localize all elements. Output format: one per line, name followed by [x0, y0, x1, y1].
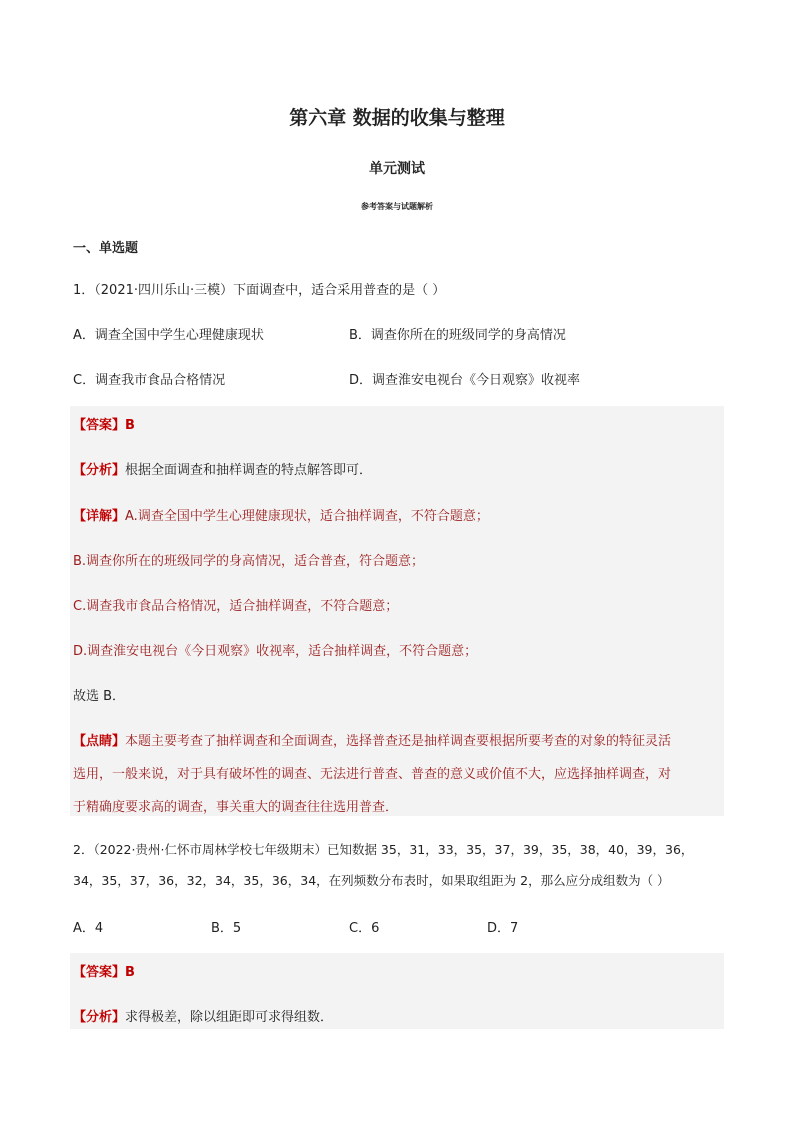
- analysis-text: 求得极差，除以组距即可求得组数．: [125, 1010, 334, 1025]
- question-1-option-a: A．调查全国中学生心理健康现状: [73, 328, 264, 343]
- analysis-tag: 【分析】: [73, 1010, 126, 1025]
- answer-tag: 【答案】: [73, 965, 126, 980]
- answer-tag: 【答案】: [73, 418, 126, 433]
- question-1-detail-b: B.调查你所在的班级同学的身高情况，适合普查，符合题意；: [73, 554, 425, 569]
- question-2-stem-line-2: 34，35，37，36，32，34，35，36，34，在列频数分布表时，如果取组距为 2，那么应分成组数为（ ）: [73, 873, 670, 888]
- document-title: 第六章 数据的收集与整理: [289, 107, 505, 129]
- question-1-detail-c: C.调查我市食品合格情况，适合抽样调查，不符合题意；: [73, 599, 399, 614]
- comment-text-1: 本题主要考查了抽样调查和全面调查，选择普查还是抽样调查要根据所要考查的对象的特征灵活: [125, 734, 672, 749]
- document-subtitle: 单元测试: [369, 161, 425, 177]
- analysis-tag: 【分析】: [73, 463, 126, 478]
- analysis-text: 根据全面调查和抽样调查的特点解答即可．: [125, 463, 373, 478]
- question-2-stem-line-1: 2．（2022·贵州·仁怀市周林学校七年级期末）已知数据 35，31，33，35，37，39，35，38，40，39，36，: [73, 842, 694, 857]
- question-1-detail-a: [73, 505, 489, 524]
- question-2-option-a: A．4: [73, 921, 104, 936]
- question-2-option-b: B．5: [211, 921, 242, 936]
- question-1-stem: 1．（2021·四川乐山·三模）下面调查中，适合采用普查的是（ ）: [73, 283, 446, 298]
- detail-a-text: A.调查全国中学生心理健康现状，适合抽样调查，不符合题意；: [125, 509, 489, 524]
- question-2-option-c: C．6: [349, 921, 380, 936]
- question-1-answer: [73, 414, 135, 433]
- question-1-option-d: D．调查淮安电视台《今日观察》收视率: [349, 373, 581, 388]
- question-1-analysis: [73, 459, 372, 478]
- question-2-answer: [73, 961, 135, 980]
- section-heading: 一、单选题: [73, 241, 139, 256]
- document-note: 参考答案与试题解析: [361, 202, 433, 211]
- question-1-option-c: C．调查我市食品合格情况: [73, 373, 226, 388]
- question-1-conclusion: 故选 B．: [73, 689, 126, 704]
- question-1-detail-d: D.调查淮安电视台《今日观察》收视率，适合抽样调查，不符合题意；: [73, 644, 478, 659]
- question-1-option-b: B．调查你所在的班级同学的身高情况: [349, 328, 566, 343]
- comment-tag: 【点睛】: [73, 734, 126, 749]
- question-1-comment-line-3: 于精确度要求高的调查，事关重大的调查往往选用普查．: [73, 800, 399, 815]
- question-1-comment-line-1: [73, 730, 671, 749]
- question-1-comment-line-2: 选用，一般来说，对于具有破坏性的调查、无法进行普查、普查的意义或价值不大，应选择抽样调查，对: [73, 767, 672, 782]
- question-2-analysis: [73, 1006, 333, 1025]
- answer-value: B: [125, 418, 135, 433]
- question-2-option-d: D．7: [487, 921, 519, 936]
- answer-value: B: [125, 965, 135, 980]
- detail-tag: 【详解】: [73, 509, 126, 524]
